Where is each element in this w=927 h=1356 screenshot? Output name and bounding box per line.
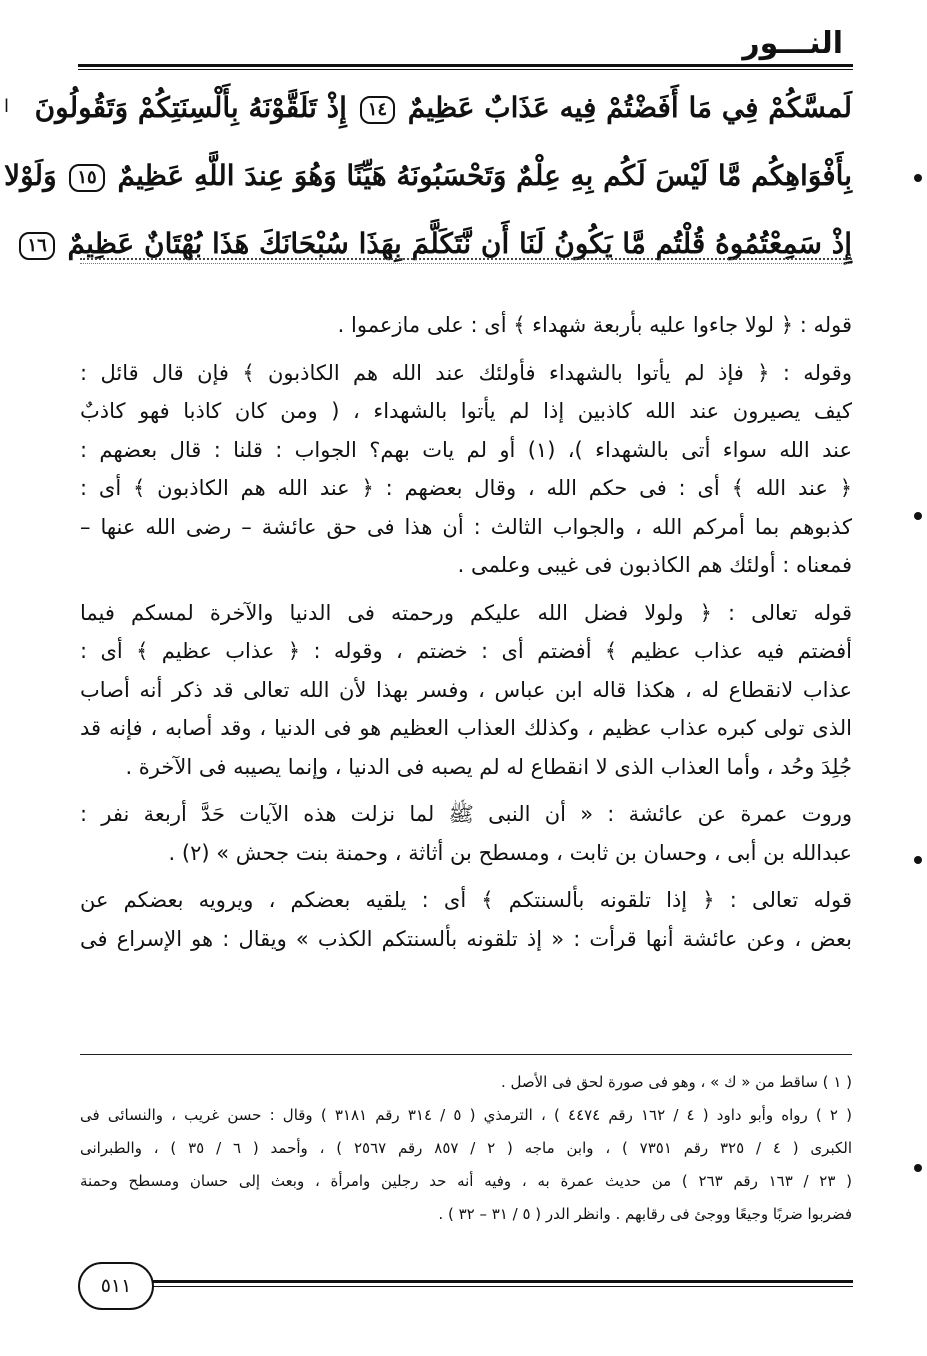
- margin-bullet-icon: [914, 174, 922, 182]
- commentary-paragraph: [80, 795, 852, 872]
- text-line: قوله تعالى : ﴿ ولولا فضل الله عليكم ورحمته فى الدنيا والآخرة لمسكم فيما: [80, 600, 852, 625]
- text-line: عند الله سواء أتى بالشهداء )، (١) أو لم يات بهم؟ الجواب : قلنا : قال بعضهم :: [80, 437, 852, 462]
- surah-header-title: النـــور: [742, 26, 843, 61]
- text-line: بعض ، وعن عائشة أنها قرأت : « إذ تلقونه بألسنتكم الكذب » ويقال : هو الإسراع فى: [80, 926, 852, 951]
- ayah-number-marker: ١٥: [69, 164, 104, 192]
- footnote-line: فضربوا ضربًا وجيعًا ووجئ فى رقابهم . وانظر الدر ( ٥ / ٣١ – ٣٢ ) .: [438, 1205, 852, 1223]
- commentary-paragraph: [80, 354, 852, 585]
- margin-bullet-icon: [914, 1164, 922, 1172]
- text-line: كيف يصيرون عند الله كاذبين إذا لم يأتوا بالشهداء ، ( ومن كان كاذبا فهو كاذبٌ: [80, 399, 852, 423]
- quran-verses-block: [4, 74, 852, 278]
- text-line: جُلِدَ وحُد ، وأما العذاب الذى لا انقطاع له لم يصبه فى الدنيا ، وإنما يصيبه فى الآخرة .: [125, 754, 852, 779]
- ayah-number-marker: ١٤: [360, 96, 395, 124]
- footnote-line: ( ٢ ) رواه وأبو داود ( ٤ / ١٦٢ رقم ٤٤٧٤ ) ، الترمذي ( ٥ / ٣١٤ رقم ٣١٨١ ) وقال : حسن غريب ، والنسائى فى: [80, 1106, 853, 1124]
- footnotes-block: [80, 1066, 852, 1231]
- header-rule-thick: [78, 64, 853, 67]
- text-line: عبدالله بن أبى ، وحسان بن ثابت ، ومسطح بن أثاثة ، وحمنة بنت جحش » (٢) .: [168, 840, 852, 865]
- commentary-paragraph: [80, 306, 852, 345]
- verses-bottom-divider-2: [80, 263, 852, 264]
- footer-rule-thick: [148, 1280, 853, 1283]
- page-number: [78, 1262, 154, 1310]
- text-line: وقوله : ﴿ فإذ لم يأتوا بالشهداء فأولئك عند الله هم الكاذبون ﴾ فإن قال قائل :: [80, 360, 852, 385]
- footnote-separator: [80, 1054, 852, 1055]
- text-line: عذاب لانقطاع له ، هكذا قاله ابن عباس ، وفسر بهذا لأن الله تعالى قد ذكر أنه أصاب: [80, 677, 852, 702]
- verse-text: لَمسَّكُمْ فِي مَا أَفَضْتُمْ فِيه عَذَابٌ عَظِيمٌ: [407, 91, 852, 124]
- header-rule-thin: [78, 69, 853, 70]
- text-line: قوله : ﴿ لولا جاءوا عليه بأربعة شهداء ﴾ أى : على مازعموا .: [337, 313, 852, 337]
- commentary-body: [80, 306, 852, 958]
- text-line: كذبوهم بما أمركم الله ، والجواب الثالث : أن هذا فى حق عائشة – رضى الله عنها –: [80, 514, 852, 539]
- verses-bottom-divider: [80, 258, 852, 260]
- verse-text: بِأَفْوَاهِكُم مَّا لَيْسَ لَكُم بِهِ عِلْمٌ وَتَحْسَبُونَهُ هَيِّنًا وَهُوَ عِندَ اللَّهِ عَظِيمٌ: [117, 159, 852, 192]
- text-line: فمعناه : أولئك هم الكاذبون فى غيبى وعلمى .: [457, 553, 852, 577]
- verse-text: إِذْ سَمِعْتُمُوهُ قُلْتُم مَّا يَكُونُ لَنَا أَن نَّتَكَلَّمَ بِهَذَا سُبْحَانَكَ هَذَا بُهْتَانٌ عَظِيمٌ: [67, 227, 852, 260]
- verse-text-continued: وَلَوْلا: [4, 159, 57, 192]
- commentary-paragraph: [80, 881, 852, 958]
- text-line: وروت عمرة عن عائشة : « أن النبى ﷺ لما نزلت هذه الآيات حَدَّ أربعة نفر :: [80, 802, 852, 826]
- text-line: ﴿ عند الله ﴾ أى : فى حكم الله ، وقال بعضهم : ﴿ عند الله هم الكاذبون ﴾ أى :: [80, 476, 852, 500]
- commentary-paragraph: [80, 594, 852, 787]
- footer-rule-thin: [148, 1286, 853, 1287]
- footnote-line: ( ٢٣ / ١٦٣ رقم ٢٦٣ ) من حديث عمرة به ، وفيه أنه حد رجلين وامرأة ، وبعث إلى حسان ومسطح وحمنة: [80, 1172, 852, 1190]
- verse-text-continued: إِذْ تَلَقَّوْنَهُ بِأَلْسِنَتِكُمْ وَتَقُولُونَ: [34, 91, 347, 124]
- margin-bullet-icon: [914, 512, 922, 520]
- ayah-number-marker: ١٦: [19, 232, 54, 260]
- verse-line: [4, 142, 852, 210]
- margin-bullet-icon: [914, 856, 922, 864]
- text-line: أفضتم فيه عذاب عظيم ﴾ أفضتم أى : خضتم ، وقوله : ﴿ عذاب عظيم ﴾ أى :: [80, 639, 852, 663]
- page-number-text: ٥١١: [100, 1275, 132, 1297]
- verse-line: [27, 210, 852, 278]
- footnote-line: ( ١ ) ساقط من « ك » ، وهو فى صورة لحق فى الأصل .: [500, 1073, 852, 1091]
- text-line: الذى تولى كبره عذاب عظيم ، وكذلك العذاب العظيم هو فى الدنيا ، وقد أصابه ، فإنه قد: [80, 716, 852, 740]
- footnote-line: الكبرى ( ٤ / ٣٢٥ رقم ٧٣٥١ ) ، وابن ماجه ( ٢ / ٨٥٧ رقم ٢٥٦٧ ) ، وأحمد ( ٦ / ٣٥ ) ، والطبرانى: [80, 1139, 852, 1157]
- margin-mark: ا: [4, 96, 10, 117]
- verse-line: [34, 74, 852, 142]
- text-line: قوله تعالى : ﴿ إذا تلقونه بألسنتكم ﴾ أى : يلقيه بعضكم ، ويرويه بعضكم عن: [80, 888, 852, 912]
